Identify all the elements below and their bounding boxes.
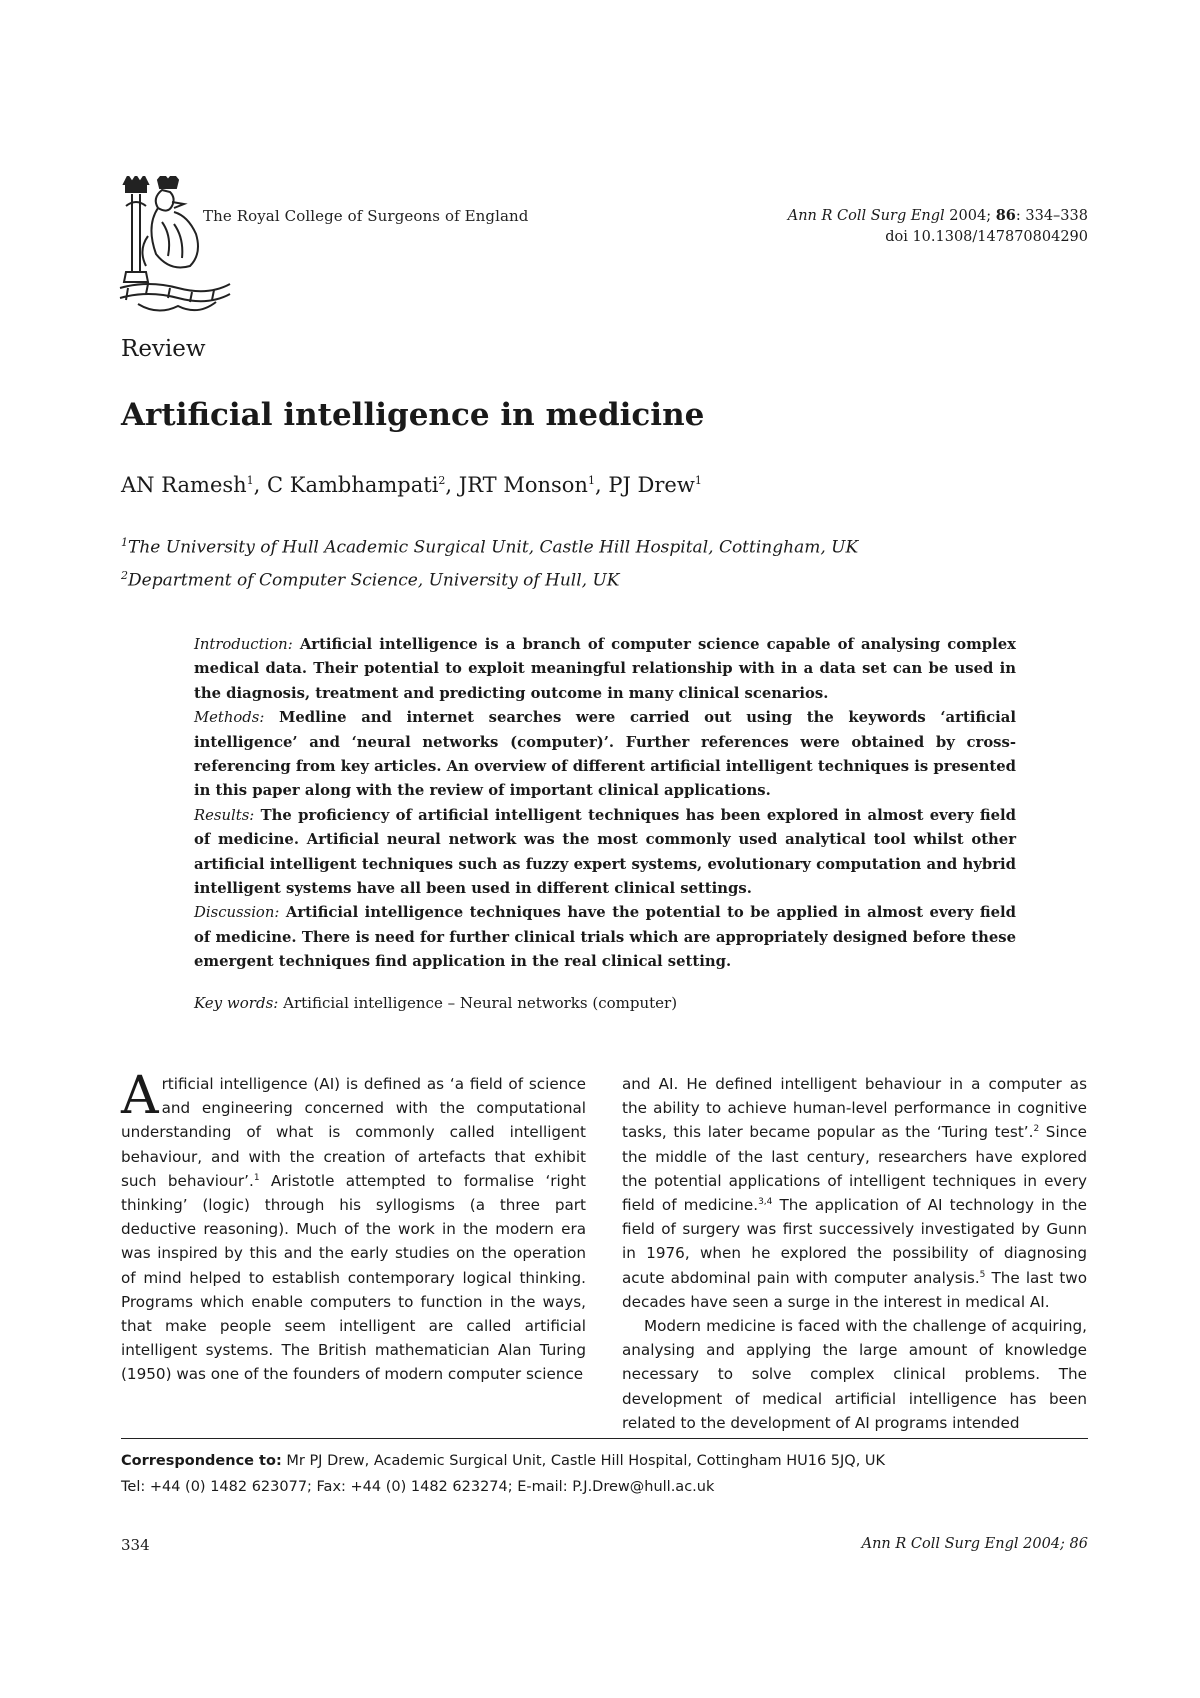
correspondence xyxy=(121,1448,885,1500)
author: C Kambhampati$^2$, xyxy=(267,473,459,497)
body-column-left xyxy=(121,1066,586,1387)
author: JRT Monson$^1$, xyxy=(458,473,609,497)
section-label: Review xyxy=(121,336,206,362)
author: PJ Drew$^1$ xyxy=(608,473,702,497)
affiliation: $^1$The University of Hull Academic Surgical Unit, Castle Hill Hospital, Cottingham, UK xyxy=(121,536,859,558)
body-paragraph-1: Artificial intelligence (AI) is defined as ‘a field of science and engineering concerned with the computational understanding of what is commonly called intelligent behaviour, and with the creation of artefacts that exhibit such behaviour’.$^1$ Aristotle attempted to formalise ‘right thinking’ (logic) through his syllogisms (a three part deductive reasoning). Much of the work in the modern era was inspired by this and the early studies on the operation of mind helped to establish contemporary logical thinking. Programs which enable computers to function in the ways, that make people seem intelligent are called artificial intelligent systems. The British mathematician Alan Turing (1950) was one of the founders of modern computer science xyxy=(121,1066,586,1384)
journal-citation xyxy=(788,205,1088,248)
college-crest-logo xyxy=(118,176,233,321)
abstract-discussion: Discussion: Artificial intelligence techniques have the potential to be applied in almost every field of medicine. There is need for further clinical trials which are appropriately designed before these emergent techniques find application in the real clinical setting. xyxy=(194,904,1016,971)
citation-year: 2004; xyxy=(944,208,996,224)
correspondence-contact: Tel: +44 (0) 1482 623077; Fax: +44 (0) 1482 623274; E-mail: P.J.Drew@hull.ac.uk xyxy=(121,1479,715,1495)
author-list xyxy=(121,473,702,497)
body-paragraph-2: Modern medicine is faced with the challenge of acquiring, analysing and applying the large amount of knowledge necessary to solve complex clinical problems. The development of medical artificial intelligence has been related to the development of AI programs intended xyxy=(622,1317,1087,1432)
citation-pages: : 334–338 xyxy=(1015,208,1088,224)
reference-mark: 5 xyxy=(979,1269,986,1280)
citation-line xyxy=(788,205,1088,227)
reference-mark: 2 xyxy=(1033,1124,1040,1135)
abstract-results: Results: The proficiency of artificial intelligent techniques has been explored in almost every field of medicine. Artificial neural network was the most commonly used analytical tool whilst other artificial intelligent techniques such as fuzzy expert systems, evolutionary computation and hybrid intelligent systems have all been used in different clinical settings. xyxy=(194,806,1017,898)
article-title: Artificial intelligence in medicine xyxy=(121,397,705,433)
body-paragraph-1-cont: and AI. He defined intelligent behaviour in a computer as the ability to achieve human-level performance in cognitive tasks, this later became popular as the ‘Turing test’.$^2$ Since the middle of the last century, researchers have explored the potential applications of intelligent techniques in every field of medicine.$^{3,4}$ The application of AI technology in the field of surgery was first successively investigated by Gunn in 1976, when he explored the possibility of diagnosing acute abdominal pain with computer analysis.$^5$ The last two decades have seen a surge in the interest in medical AI. xyxy=(622,1075,1087,1311)
author: AN Ramesh$^1$, xyxy=(121,473,268,497)
journal-name: Ann R Coll Surg Engl xyxy=(787,208,945,224)
footer-citation: Ann R Coll Surg Engl 2004; 86 xyxy=(861,1536,1088,1552)
doi: doi 10.1308/147870804290 xyxy=(885,229,1088,245)
citation-volume: 86 xyxy=(995,207,1016,224)
keywords xyxy=(194,994,677,1012)
body-column-right xyxy=(622,1072,1087,1435)
keywords-text: Artificial intelligence – Neural networks (computer) xyxy=(283,994,678,1012)
reference-mark: 3,4 xyxy=(758,1196,773,1207)
affiliations xyxy=(121,529,858,594)
keywords-label: Key words: xyxy=(194,994,279,1012)
college-name: The Royal College of Surgeons of England xyxy=(203,207,529,225)
body-paragraph-1-continuation: and AI. He defined intelligent behaviour in a computer as the ability to achieve human-level performance in cognitive tasks, this later became popular as the ‘Turing test’. xyxy=(622,1075,1087,1142)
footnote-divider xyxy=(121,1438,1088,1439)
reference-mark: 1 xyxy=(253,1172,260,1183)
drop-cap: A xyxy=(121,1066,159,1126)
page-number: 334 xyxy=(121,1536,150,1554)
affiliation: $^2$Department of Computer Science, University of Hull, UK xyxy=(121,568,620,591)
abstract-introduction: Introduction: Artificial intelligence is a branch of computer science capable of analysing complex medical data. Their potential to exploit meaningful relationship with in a data set can be used in the diagnosis, treatment and predicting outcome in many clinical scenarios. xyxy=(194,636,1017,702)
correspondence-address: Correspondence to: Mr PJ Drew, Academic Surgical Unit, Castle Hill Hospital, Cottingham HU16 5JQ, UK xyxy=(121,1453,886,1469)
abstract-methods: Methods: Medline and internet searches were carried out using the keywords ‘artificial intelligence’ and ‘neural networks (computer)’. Further references were obtained by cross-referencing from key articles. An overview of different artificial intelligent techniques is presented in this paper along with the review of important clinical applications. xyxy=(194,709,1016,800)
abstract xyxy=(194,633,1016,975)
